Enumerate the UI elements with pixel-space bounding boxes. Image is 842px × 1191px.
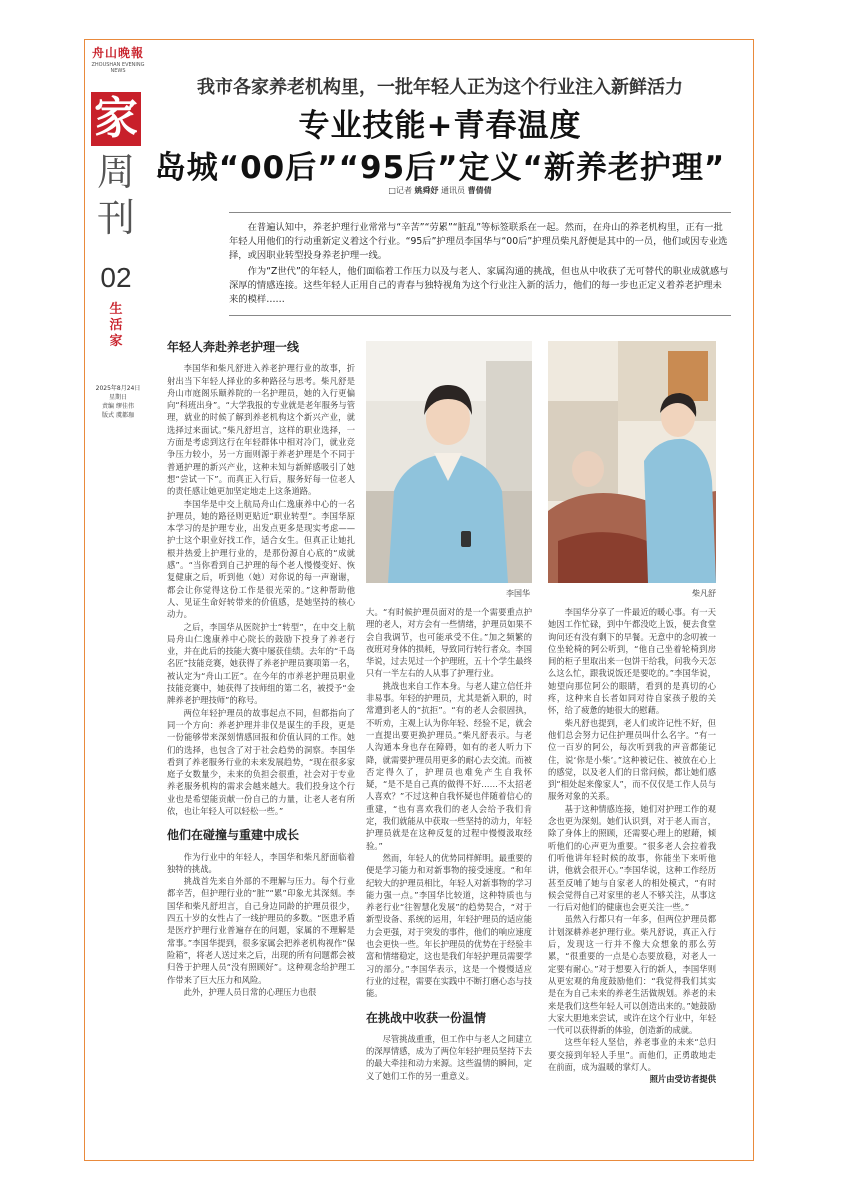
body-paragraph: 挑战也来自工作本身。与老人建立信任并非易事。年轻的护理员，尤其是新入职的，时常遭到老人的“抗拒”。“有的老人会很固执，不听劝，主观上认为你年轻、经验不足，就会一直提出要更换护理员。”柴凡舒表示。与老人沟通本身也存在障碍，如有的老人听力下降，就需要护理员用更多的耐心去交流。而被否定得久了，护理员也难免产生自我怀疑，“是不是自己真的做得不好……不太招老人喜欢？”不过这种自我怀疑也伴随着信心的重建，“也有喜欢我们的老人会给予我们肯定，我们就能从中获取一些坚持的动力，年轻护理员就是在这种反复的过程中慢慢汲取经验。” — [366, 680, 532, 851]
article-column-2 — [366, 606, 532, 1082]
page-number: 02 — [100, 262, 132, 293]
byline-mid: 通讯员 — [441, 186, 466, 195]
byline-reporter: 姚舜妤 — [414, 186, 439, 195]
subheading: 在挑战中收获一份温情 — [366, 1010, 487, 1025]
body-paragraph: 虽然入行都只有一年多，但两位护理员都计划深耕养老护理行业。柴凡舒说，真正入行后，发现这一行并不像大众想象的那么劳累，“很重要的一点是心态要放稳，对老人一定要有耐心。”对于想要入行的新人，李国华则从更宏观的角度鼓励他们：“我觉得我们其实是在为自己未来的养老生活做规划。养老的未来是我们这些年轻人可以创造出来的。”她鼓励大家大胆地来尝试，或许在这个行业中，年轻一代可以获得新的体验，创造新的成就。 — [548, 914, 716, 1036]
body-paragraph: 然而，年轻人的优势同样鲜明。最重要的便是学习能力和对新事物的接受速度。“和年纪较大的护理员相比，年轻人对新事物的学习能力强一点。”李国华比较道，这种特质也与养老行业“往智慧化发展”的趋势契合，“对于新型设备、系统的运用，年轻护理员的适应能力会更强，对于突发的事件，他们的响应速度也会更快一些。年长护理员的优势在于经验丰富和情绪稳定，这也是我们年轻护理员需要学习的部分。”李国华表示，这是一个慢慢适应行业的过程，需要在实践中不断打磨心态与技能。 — [366, 852, 532, 999]
intro-block — [229, 212, 731, 316]
intro-paragraph: 作为“Z世代”的年轻人，他们面临着工作压力以及与老人、家属沟通的挑战，但也从中收获了无可替代的职业成就感与深厚的情感连接。这些年轻人正用自己的青春与独特视角为这个行业注入新的活力，他们的每一步也正定义着养老护理未来的模样…… — [229, 266, 729, 305]
masthead-name-en: ZHOUSHAN EVENING NEWS — [91, 62, 145, 74]
edition-date: 2025年8月24日 — [95, 385, 141, 392]
body-paragraph: 作为行业中的年轻人，李国华和柴凡舒面临着独特的挑战。 — [167, 851, 355, 874]
photo-caption: 李国华 — [506, 589, 530, 598]
edition-info — [88, 384, 148, 420]
body-paragraph: 基于这种情感连接，她们对护理工作的观念也更为深刻。她们认识到，对于老人而言，除了身体上的照顾，还需要心理上的慰藉，倾听他们的心声更为重要。“很多老人会拉着我们听他讲年轻时候的故事，你能坐下来听他讲，他就会很开心。”李国华说，这种工作经历甚至反哺了她与自家老人的相处模式，“有时候会觉得自己对家里的老人不够关注，从事这一行后对他们的健康也会更关注一些。” — [548, 803, 716, 913]
masthead-logo — [88, 44, 148, 74]
section-vertical-zhou: 周 — [96, 150, 135, 194]
headline-sub: 岛城“00后”“95后”定义“新养老护理” — [154, 150, 726, 186]
body-paragraph: 李国华是中交上航局舟山仁逸康养中心的一名护理员，她的路径则更贴近“职业转型”。李国华原本学习的是护理专业，出发点更多是现实考虑——护士这个职业好找工作，适合女生。但真正让她扎根并热爱上护理行业的，是那份源自心底的“成就感”。“当你看到自己护理的每个老人慢慢变好、恢复健康之后，听到他（她）对你说的每一声谢谢，都会让你觉得这份工作是很光荣的。”这种帮助他人、见证生命好转带来的价值感，是她坚持的核心动力。 — [167, 498, 355, 620]
edition-weekday: 星期日 — [108, 394, 127, 401]
section-big-char: 家 — [91, 92, 141, 146]
headline-main: 专业技能+青春温度 — [298, 108, 582, 144]
body-paragraph: 李国华和柴凡舒进入养老护理行业的故事，折射出当下年轻人择业的多种路径与思考。柴凡舒是舟山市庭阁乐颐养院的一名护理员，她的入行更偏向“科班出身”。“大学我报的专业就是老年服务与管理，就业的时候了解到养老机构这个新兴产业，就选择过来面试。”柴凡舒坦言，这样的职业选择，一方面是考虑到这行在年轻群体中相对冷门，就业竞争压力较小，另一方面则源于养老护理是个不同于普通护理的新兴产业，这种未知与新鲜感吸引了她想“尝试一下”。而真正入行后，服务好每一位老人的责任感让她更加坚定地走上这条道路。 — [167, 363, 355, 497]
article-column-1 — [167, 341, 355, 998]
body-paragraph: 此外，护理人员日常的心理压力也很 — [183, 986, 317, 997]
section-vertical-kan: 刊 — [96, 196, 135, 240]
photo-chai-fanshu — [548, 341, 716, 583]
edition-editor: 责编 缪佳伟 — [102, 403, 134, 410]
byline-prefix: □记者 — [388, 186, 412, 195]
intro-paragraph: 在普遍认知中，养老护理行业常常与“辛苦”“劳累”“脏乱”等标签联系在一起。然而，在舟山的养老机构里，正有一批年轻人用他们的行动重新定义着这个行业。“95后”护理员李国华与“00后”护理员柴凡舒便是其中的一员，他们或因专业选择，或因职业转型投身养老护理一线。 — [229, 222, 728, 261]
subheading: 他们在碰撞与重建中成长 — [167, 828, 300, 843]
byline-correspondent: 曹倩倩 — [467, 186, 492, 195]
byline — [150, 185, 730, 196]
body-paragraph: 尽管挑战重重，但工作中与老人之间建立的深厚情感，成为了两位年轻护理员坚持下去的最大牵挂和动力来源。这些温情的瞬间，定义了她们工作的另一重意义。 — [366, 1033, 532, 1081]
body-paragraph: 之后，李国华从医院护士“转型”，在中交上航局舟山仁逸康养中心院长的鼓励下投身了养老行业，并在此后的技能大赛中屡获佳绩。去年的“千岛名匠”技能竞赛，她获得了养老护理员赛项第一名，被认定为“舟山工匠”。在今年的市养老护理员职业技能竞赛中，她获得了技师组的第二名，被授予“金牌养老护理技师”的称号。 — [167, 621, 355, 706]
photo-caption: 柴凡舒 — [692, 589, 716, 598]
body-paragraph: 两位年轻护理员的故事起点不同，但都指向了同一个方向：养老护理并非仅是谋生的手段，更是一份能够带来深刻情感回报和价值认同的工作。她们的选择，也包含了对于社会趋势的洞察。李国华看到了养老服务行业的未来发展趋势，“现在很多家庭子女数量少，未来的负担会很重，社会对于专业养老服务机构的需求会越来越大。我们投身这个行业也是希望能贡献一份自己的力量，让老人老有所依，也让年轻人可以轻松一些。” — [167, 707, 355, 816]
edition-layout: 版式 虞都珈 — [102, 412, 134, 419]
subheading: 年轻人奔赴养老护理一线 — [167, 340, 300, 354]
masthead-name: 舟山晚報 — [91, 46, 144, 60]
body-paragraph: 大。“有时候护理员面对的是一个需要重点护理的老人，对方会有一些情绪，护理员如果不会自我调节，也可能承受不住。”加之频繁的夜班对身体的损耗，导致同行转行者众。李国华说，过去见过一个护理班，五十个学生最终只有一半左右的人从事了护理行业。 — [366, 607, 532, 679]
body-paragraph: 这些年轻人坚信，养老事业的未来“总归要交接到年轻人手里”。而他们，正勇敢地走在前面，成为温暖的掌灯人。 — [548, 1037, 716, 1072]
article-kicker: 我市各家养老机构里，一批年轻人正为这个行业注入新鲜活力 — [197, 77, 683, 98]
body-paragraph: 柴凡舒也提到，老人们或许记性不好，但他们总会努力记住护理员叫什么名字。“有一位一百岁的阿公，每次听到我的声音都能记住，说‘你是小柴’。”这种被记住、被放在心上的感觉，以及老人们的日常问候，都让她们感到“相处起来像家人”，而不仅仅是工作人员与服务对象的关系。 — [548, 717, 716, 802]
body-paragraph: 李国华分享了一件最近的暖心事。有一天她因工作忙碌，到中午都没吃上饭，便去食堂询问还有没有剩下的早餐。无意中的念叨被一位坐轮椅的阿公听到，“他自己坐着轮椅到房间的柜子里取出来一包饼干给我，问我今天怎么这么忙，跟我说饭还是要吃的。”李国华说，她望向那位阿公的眼睛，看到的是真切的心疼，这种来自长者如同对待自家孩子般的关怀，给了疲惫的她很大的慰藉。 — [548, 607, 716, 716]
photo-li-guohua — [366, 341, 532, 583]
section-name: 生活家 — [109, 302, 123, 349]
article-column-3 — [548, 606, 716, 1086]
photo-credit: 照片由受访者提供 — [649, 1074, 716, 1085]
body-paragraph: 挑战首先来自外部的不理解与压力。每个行业都辛苦，但护理行业的“脏”“累”印象尤其深刻。李国华和柴凡舒坦言，自己身边同龄的护理员很少，四五十岁的女性占了一线护理员的多数。“医患矛盾是医疗护理行业普遍存在的问题，家属的不理解是常事。”李国华提到，很多家属会把养老机构视作“保险箱”，将老人送过来之后，出现的所有问题都会被归咎于护理人员“没有照顾好”。这种观念给护理工作带来了巨大压力和风险。 — [167, 876, 355, 985]
